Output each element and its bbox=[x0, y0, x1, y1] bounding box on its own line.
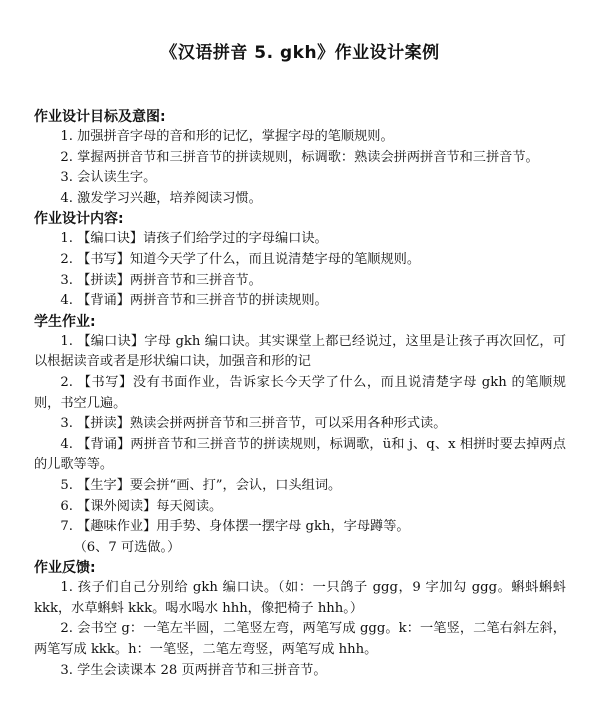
list-item: 4. 【背诵】两拼音节和三拼音节的拼读规则。 bbox=[60, 293, 328, 309]
list-item: 6. 【课外阅读】每天阅读。 bbox=[60, 498, 223, 514]
list-item: 5. 【生字】要会拼“画、打”，会认，口头组词。 bbox=[60, 477, 342, 493]
optional-note: （6、7 可选做。） bbox=[73, 539, 181, 555]
list-item: 3. 【拼读】两拼音节和三拼音节。 bbox=[60, 272, 262, 288]
list-item: 3. 学生会读课本 28 页两拼音节和三拼音节。 bbox=[60, 662, 327, 678]
document-title: 《汉语拼音 5. gkh》作业设计案例 bbox=[160, 43, 440, 63]
section-heading: 作业设计目标及意图: bbox=[34, 109, 166, 125]
section-homework bbox=[34, 312, 566, 559]
section-heading: 作业反馈: bbox=[34, 560, 96, 577]
list-item: 4. 【背诵】两拼音节和三拼音节的拼读规则，标调歌，ü和 j、q、x 相拼时要去掉两点的儿歌等等。 bbox=[34, 436, 566, 473]
list-item: 2. 【书写】没有书面作业，告诉家长今天学了什么，而且说清楚字母 gkh 的笔顺规则，书空几遍。 bbox=[34, 374, 566, 411]
list-item: 2. 掌握两拼音节和三拼音节的拼读规则，标调歌：熟读会拼两拼音节和三拼音节。 bbox=[60, 149, 539, 165]
list-item: 1. 【编口诀】字母 gkh 编口诀。其实课堂上都已经说过，这里是让孩子再次回忆，可以根据读音或者是形状编口诀，加强音和形的记 bbox=[34, 333, 566, 370]
section-content bbox=[34, 209, 566, 311]
section-heading: 作业设计内容: bbox=[34, 211, 124, 228]
section-feedback bbox=[34, 558, 566, 681]
list-item: 4. 激发学习兴趣，培养阅读习惯。 bbox=[60, 190, 262, 206]
list-item: 1. 孩子们自己分别给 gkh 编口诀。（如：一只鸽子 ggg，9 字加勾 ggg。蝌蚪蝌蚪 kkk，水草蝌蚪 kkk。喝水喝水 hhh，像把椅子 hhh。） bbox=[34, 580, 566, 616]
list-item: 1. 加强拼音字母的音和形的记忆，掌握字母的笔顺规则。 bbox=[60, 129, 394, 144]
list-item: 1. 【编口诀】请孩子们给学过的字母编口诀。 bbox=[60, 231, 328, 247]
list-item: 3. 会认读生字。 bbox=[60, 170, 157, 186]
list-item: 3. 【拼读】熟读会拼两拼音节和三拼音节，可以采用各种形式读。 bbox=[60, 416, 447, 432]
section-goals bbox=[34, 107, 566, 209]
list-item: 2. 【书写】知道今天学了什么，而且说清楚字母的笔顺规则。 bbox=[60, 251, 421, 267]
list-item: 2. 会书空 g：一笔左半圆，二笔竖左弯，两笔写成 ggg。k：一笔竖，二笔右斜左斜，两笔写成 kkk。h：一笔竖，二笔左弯竖，两笔写成 hhh。 bbox=[34, 621, 566, 658]
section-heading: 学生作业: bbox=[34, 313, 96, 330]
list-item: 7. 【趣味作业】用手势、身体摆一摆字母 gkh，字母蹲等。 bbox=[60, 519, 410, 535]
